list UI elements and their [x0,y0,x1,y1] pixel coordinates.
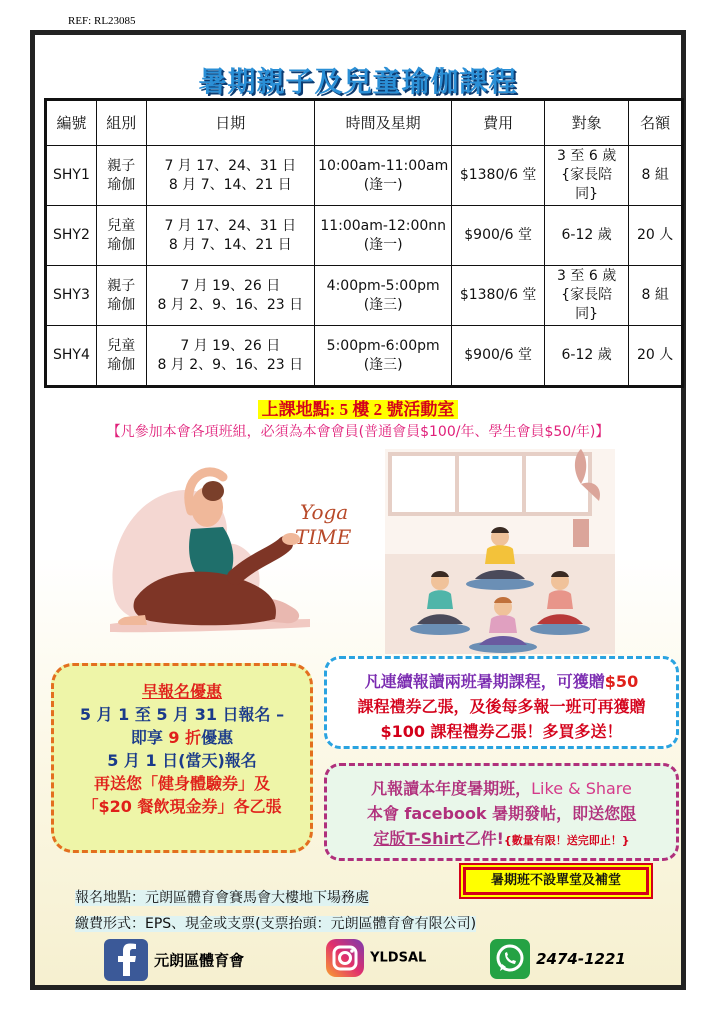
early-bird-period: 5 月 1 至 5 月 31 日報名 – [79,705,285,724]
venue-banner [35,395,681,420]
table-row [46,266,683,326]
cell-time: 10:00am-11:00am (逢一) [315,146,452,206]
header-target: 對象 [544,100,628,146]
cell-group: 親子 瑜伽 [96,146,146,206]
payment-methods: 繳費形式：EPS、現金或支票(支票抬頭：元朗區體育會有限公司) [75,916,477,932]
cell-fee: $1380/6 堂 [452,146,545,206]
facebook-link[interactable] [103,938,244,982]
page-title: 暑期親子及兒童瑜伽課程 [198,65,518,98]
early-bird-offer-box [51,663,313,853]
cell-target: 3 至 6 歲 {家長陪 同} [544,146,628,206]
facebook-line-1: 凡報讀本年度暑期班，Like & Share [371,779,632,798]
consecutive-enrol-offer-box [324,656,679,749]
yoga-pose-illustration [95,449,352,654]
whatsapp-icon [489,938,531,980]
cell-quota: 8 組 [629,146,683,206]
cell-quota: 20 人 [629,326,683,387]
early-bird-heading: 早報名優惠 [141,682,222,701]
whatsapp-link[interactable] [489,938,626,980]
cell-quota: 8 組 [629,266,683,326]
cell-code: SHY2 [46,206,97,266]
table-row [46,326,683,387]
cell-quota: 20 人 [629,206,683,266]
header-code: 編號 [46,100,97,146]
cell-code: SHY1 [46,146,97,206]
cell-dates: 7 月 19、26 日 8 月 2、9、16、23 日 [146,266,314,326]
flyer-frame [30,30,686,990]
cell-time: 11:00am-12:00nn (逢一) [315,206,452,266]
membership-note: 【凡參加本會各項班組，必須為本會會員(普通會員$100/年、學生會員$50/年)】 [106,424,610,440]
cell-target: 6-12 歲 [544,326,628,387]
cell-fee: $1380/6 堂 [452,266,545,326]
cell-target: 3 至 6 歲 {家長陪 同} [544,266,628,326]
facebook-line-2: 本會 facebook 暑期發帖，即送您限 [366,804,637,823]
header-fee: 費用 [452,100,545,146]
cell-dates: 7 月 19、26 日 8 月 2、9、16、23 日 [146,326,314,387]
group-yoga-illustration [385,449,615,654]
table-row [46,206,683,266]
instagram-icon [325,938,365,978]
table-header-row [46,100,683,146]
cell-fee: $900/6 堂 [452,206,545,266]
cell-code: SHY3 [46,266,97,326]
facebook-offer-box [324,763,679,861]
cell-dates: 7 月 17、24、31 日 8 月 7、14、21 日 [146,206,314,266]
header-quota: 名額 [629,100,683,146]
cell-target: 6-12 歲 [544,206,628,266]
course-schedule-table [44,98,684,388]
cell-code: SHY4 [46,326,97,387]
instagram-link[interactable] [325,938,426,978]
header-time: 時間及星期 [315,100,452,146]
early-bird-discount: 即享 9 折優惠 [130,728,234,747]
cell-fee: $900/6 堂 [452,326,545,387]
facebook-label: 元朗區體育會 [154,951,245,970]
facebook-icon [103,938,149,982]
cell-group: 親子 瑜伽 [96,266,146,326]
cell-time: 4:00pm-5:00pm (逢三) [315,266,452,326]
instagram-label: YLDSAL [370,950,427,966]
cell-group: 兒童 瑜伽 [96,326,146,387]
yoga-logo-word: Yoga [300,500,349,524]
cell-group: 兒童 瑜伽 [96,206,146,266]
venue-text: 上課地點: 5 樓 2 號活動室 [258,400,459,419]
cell-dates: 7 月 17、24、31 日 8 月 7、14、21 日 [146,146,314,206]
cell-time: 5:00pm-6:00pm (逢三) [315,326,452,387]
early-bird-gift-2: 「$20 餐飲現金券」各乙張 [82,797,282,816]
no-makeup-notice: 暑期班不設單堂及補堂 [463,867,649,895]
whatsapp-number: 2474-1221 [536,950,626,968]
header-dates: 日期 [146,100,314,146]
facebook-line-3: 定版T-Shirt乙件!{數量有限！送完即止！} [373,829,630,848]
header-group: 組別 [96,100,146,146]
early-bird-gift-1: 再送您「健身體驗券」及 [93,774,270,793]
registration-location: 報名地點：元朗區體育會賽馬會大樓地下場務處 [75,890,369,906]
consecutive-line-2: 課程禮券乙張，及後每多報一班可再獲贈 [357,697,646,716]
reference-number: REF: RL23085 [68,15,136,27]
early-bird-day: 5 月 1 日(當天)報名 [107,751,257,770]
table-row [46,146,683,206]
time-logo-word: TIME [295,525,352,549]
consecutive-line-1: 凡連續報讀兩班暑期課程，可獲贈$50 [364,672,639,691]
consecutive-line-3: $100 課程禮券乙張！多買多送！ [380,722,623,741]
